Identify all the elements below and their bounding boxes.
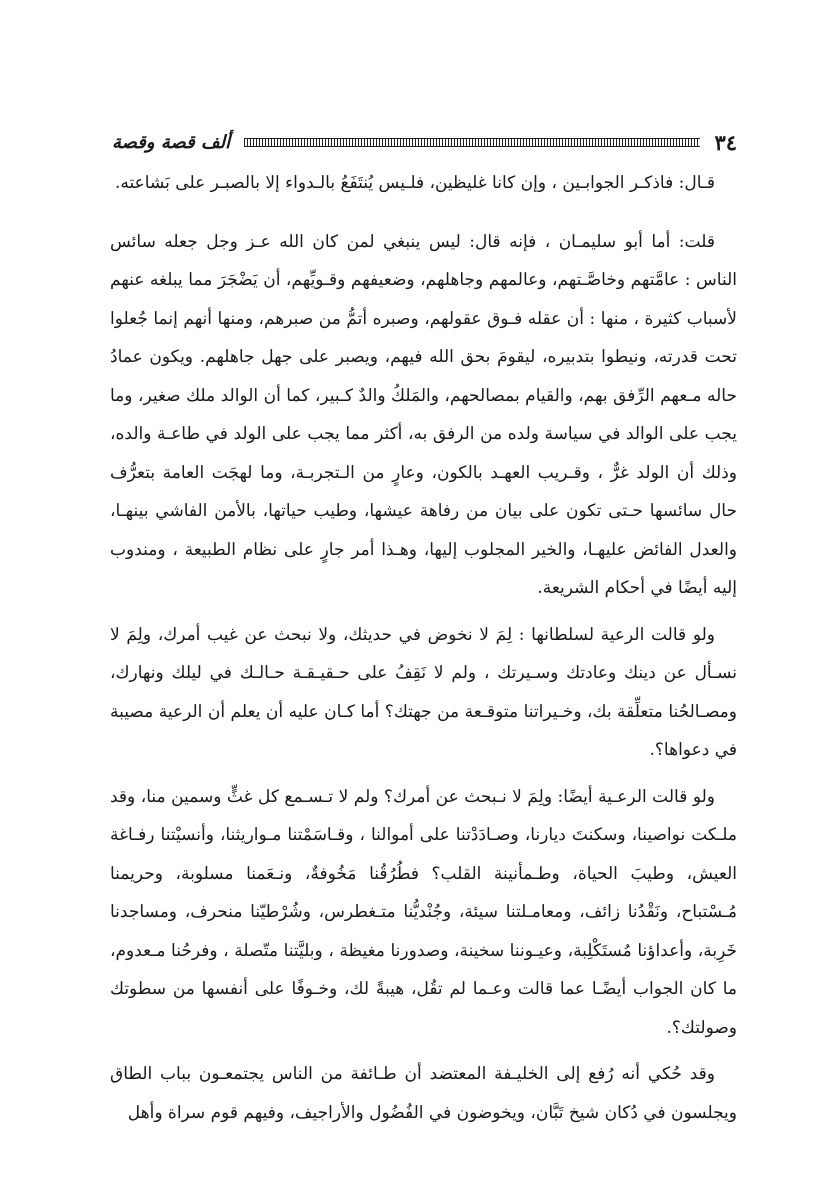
header-rule: [244, 138, 700, 147]
paragraph-1: قـال: فاذكـر الجوابـين ، وإن كانا غليظين، فلـيس يُنتَفَعُ بالـدواء إلا بالصبـر على بَشاعته.: [115, 173, 715, 193]
paragraph-4: ولو قالت الرعـية أيضًا: ولِمَ لا نـبحث عن أمرك؟ ولم لا تـسـمع كل غثٍّ وسمين منا، وقد ملـكت نواصينا، وسكنتَ ديارنا، وصـادَدْتنا على أموالنا ، وقـاسَمْتنا مـواريثنا، وأنسيْتنا رفـاغة العيش، وطيبَ الحياة، وطـمأنينة القلب؟ فطُرُقُنا مَخُوفةٌ، ونـعَمنا مسلوبة، وحريمنا مُـسْتباح، ونَقْدُنا زائف، ومعامـلتنا سيئة، وجُنْديُّنا متـغطرس، وشُرْطيّنا منحرف، ومساجدنا خَرِبة، وأعداؤنا مُستَكْلِبة، وعيـوننا سخينة، وصدورنا مغيظة ، وبليَّتنا متّصلة ، وفرحُنا مـعدوم، ما كان الجواب أيضًـا عما قالت وعـما لم تقُل، هيبةً لك، وخـوفًا على أنفسها من سطوتك وصولتك؟.: [110, 786, 737, 1038]
paragraph-5: وقد حُكي أنه رُفع إلى الخليـفة المعتضد أن طـائفة من الناس يجتمعـون بباب الطاق ويجلسون في دُكان شيخ تَبَّان، ويخوضون في الفُضُول والأراجيف، وفيهم قوم سراة وأهل: [110, 1064, 737, 1123]
page-body: [110, 164, 737, 1132]
page-number: ٣٤: [714, 129, 737, 155]
paragraph-3: ولو قالت الرعية لسلطانها : لِمَ لا نخوض في حديثك، ولا نبحث عن غيب أمرك، ولِمَ لا نسـأل عن دينك وعادتك وسـيرتك ، ولم لا نَقِفُ على حـقيـقـة حـالـك في ليلك ونهارك، ومصـالحُنا متعلِّقة بك، وخـيراتنا متوقـعة من جهتك؟ أما كـان عليه أن يعلم أن الرعية مصيبة في دعواها؟.: [110, 624, 737, 760]
book-title: ألف قصة وقصة: [112, 131, 231, 153]
paragraph-2: قلت: أما أبو سليمـان ، فإنه قال: ليس ينبغي لمن كان الله عـز وجل جعله سائس الناس : عامَّتهم وخاصَّـتهم، وعالمهم وجاهلهم، وضعيفهم وقـويِّهم، أن يَضْجَرَ مما يبلغه عنهم لأسباب كثيرة ، منها : أن عقله فـوق عقولهم، وصبره أتمُّ من صبرهم، ومنها أنهم إنما جُعلوا تحت قدرته، ونيطوا بتدبيره، ليقومَ بحق الله فيهم، ويصبر على جهل جاهلهم. ويكون عمادُ حاله مـعهم الرِّفق بهم، والقيام بمصالحهم، والمَلكُ والدٌ كـبير، كما أن الوالد ملك صغير، وما يجب على الوالد في سياسة ولده من الرفق به، أكثر مما يجب على الولد في طاعـة والده، وذلك أن الولد غرٌّ ، وقـريب العهـد بالكون، وعارٍ من الـتجربـة، وما لهجَت العامة بتعرُّف حال سائسها حـتى تكون على بيان من رفاهة عيشها، وطيب حياتها، بالأمن الفاشي بينهـا، والعدل الفائض عليهـا، والخير المجلوب إليها، وهـذا أمر جارٍ على نظام الطبيعة ، ومندوب إليه أيضًا في أحكام الشريعة.: [110, 231, 737, 598]
page-header: [112, 122, 737, 162]
